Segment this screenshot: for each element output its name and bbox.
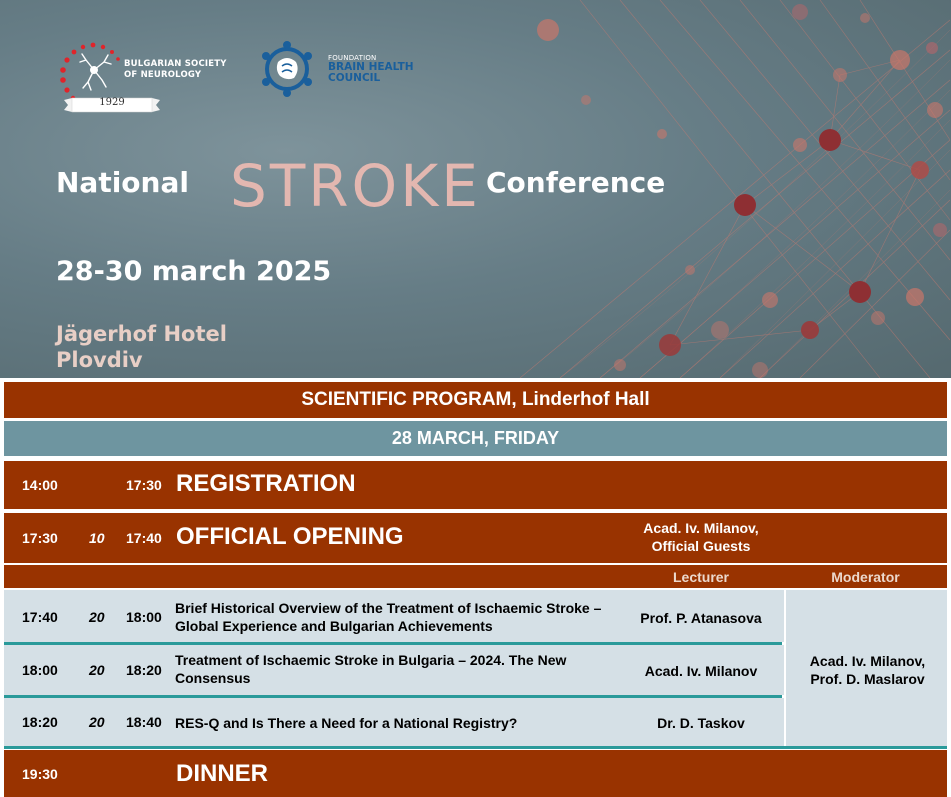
- conference-venue: [56, 321, 227, 373]
- conference-dates: 28-30 march 2025: [56, 256, 332, 287]
- end-time: 18:40: [126, 714, 162, 730]
- start-time: 19:30: [22, 766, 58, 782]
- lecturer-header: Lecturer: [672, 569, 730, 585]
- duration: 20: [89, 662, 105, 678]
- end-time: 18:20: [126, 662, 162, 678]
- session-topic: Brief Historical Overview of the Treatment of Ischaemic Stroke – Global Experience and Bulgarian Achievements: [175, 600, 602, 634]
- conference-banner: [0, 0, 951, 378]
- end-time: 18:00: [126, 609, 162, 625]
- bhc-name: BRAIN HEALTH COUNCIL: [328, 61, 414, 84]
- start-time: 17:30: [22, 530, 58, 546]
- moderator-cell: [784, 590, 947, 746]
- venue-hotel: Jägerhof Hotel: [56, 322, 227, 346]
- start-time: 18:20: [22, 714, 58, 730]
- session-topic: RES-Q and Is There a Need for a National Registry?: [175, 715, 518, 731]
- session-lecturer: Acad. Iv. Milanov: [644, 663, 758, 679]
- bsn-year: 1929: [99, 97, 125, 108]
- registration-title: REGISTRATION: [176, 470, 356, 497]
- duration: 20: [89, 714, 105, 730]
- start-time: 18:00: [22, 662, 58, 678]
- bhc-foundation-label: FOUNDATION: [328, 54, 377, 62]
- row-separator: [4, 746, 947, 749]
- opening-title: OFFICIAL OPENING: [176, 523, 404, 550]
- bsn-logo: [58, 40, 238, 120]
- bhc-logo: [258, 40, 458, 100]
- opening-speakers: Acad. Iv. Milanov, Official Guests: [643, 520, 759, 554]
- end-time: 17:40: [126, 530, 162, 546]
- end-time: 17:30: [126, 477, 162, 493]
- moderator-names: Acad. Iv. Milanov, Prof. D. Maslarov: [809, 653, 926, 687]
- title-national: National: [56, 166, 189, 199]
- program-day-bar: 28 MARCH, FRIDAY: [4, 421, 947, 456]
- registration-row: [4, 461, 947, 509]
- opening-row: [4, 513, 947, 563]
- session-lecturer: Dr. D. Taskov: [657, 715, 745, 731]
- dinner-row: [4, 750, 947, 797]
- title-conference: Conference: [486, 166, 666, 199]
- column-header-row: [4, 565, 947, 588]
- start-time: 14:00: [22, 477, 58, 493]
- duration: 20: [89, 609, 105, 625]
- start-time: 17:40: [22, 609, 58, 625]
- dinner-title: DINNER: [176, 760, 269, 787]
- session-lecturer: Prof. P. Atanasova: [640, 610, 762, 626]
- program-title-bar: SCIENTIFIC PROGRAM, Linderhof Hall: [4, 382, 947, 418]
- bsn-name: BULGARIAN SOCIETY OF NEUROLOGY: [124, 59, 227, 80]
- moderator-header: Moderator: [831, 569, 900, 585]
- venue-city: Plovdiv: [56, 348, 143, 372]
- duration: 10: [89, 530, 105, 546]
- title-stroke: STROKE: [230, 152, 481, 220]
- brain-health-emblem-icon: [258, 40, 316, 98]
- session-topic: Treatment of Ischaemic Stroke in Bulgaria – 2024. The New Consensus: [175, 652, 567, 686]
